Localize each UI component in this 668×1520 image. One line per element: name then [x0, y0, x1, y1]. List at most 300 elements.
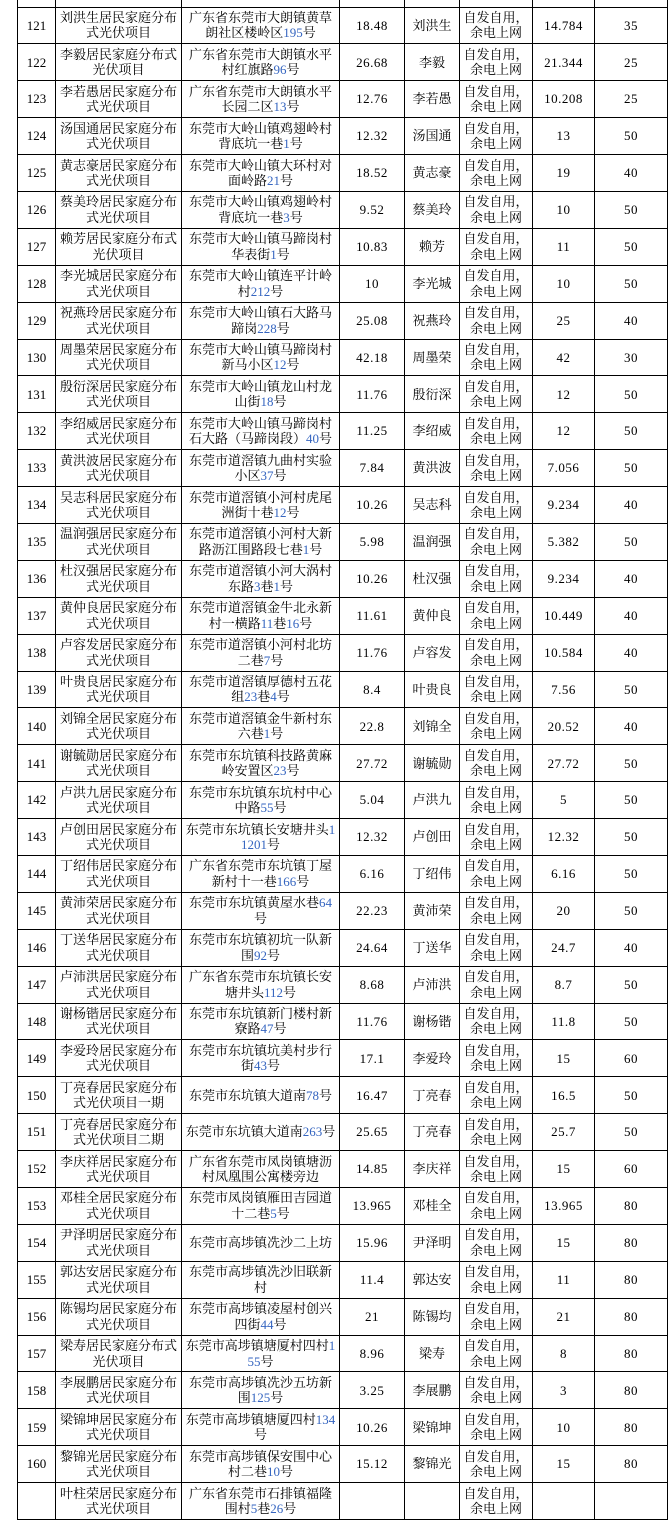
cell-owner-name [405, 81, 460, 118]
mode-line-1: 自发自用， [463, 157, 529, 173]
mode-line-1: 自发自用， [463, 1116, 529, 1132]
cell-owner-name [405, 819, 460, 856]
cell-project-name [56, 1224, 182, 1261]
mode-line-1: 自发自用， [463, 932, 529, 948]
cell-grid-value [533, 1372, 595, 1409]
cell-owner-name [405, 376, 460, 413]
cell-capacity [340, 1224, 405, 1261]
cell-row-number [18, 560, 56, 597]
cell-capacity-text: 15.12 [356, 1456, 388, 1472]
cell-subsidy-value [595, 782, 668, 819]
cell-project-name-text: 黄洪波居民家庭分布式光伏项目 [59, 452, 177, 484]
address-text: 东莞市道滘镇金牛北永新村一横路11巷16号 [188, 600, 332, 631]
cell-grid-value [533, 228, 595, 265]
cell-project-name-text: 殷衍深居民家庭分布式光伏项目 [59, 378, 177, 410]
address-number: 11201 [240, 821, 336, 853]
mode-line-1: 自发自用， [463, 1301, 529, 1317]
address-text: 东莞市凤岗镇雁田吉园道十二巷5号 [188, 1190, 332, 1221]
cell-address [182, 155, 340, 192]
cell-subsidy-value [595, 1372, 668, 1409]
cell-grid-value-text: 21.344 [544, 54, 583, 70]
address-text: 东莞市高埗镇冼沙旧联新村 [188, 1264, 332, 1295]
cell-grid-value [533, 597, 595, 634]
cell-capacity [340, 118, 405, 155]
cell-owner-name [405, 1446, 460, 1483]
cell-capacity [340, 191, 405, 228]
mode-line-1: 自发自用， [463, 9, 529, 25]
table-row [18, 155, 668, 192]
cell-project-name-text: 赖芳居民家庭分布式光伏项目 [59, 231, 177, 262]
cell-address [182, 523, 340, 560]
address-text: 广东省东莞市东坑镇丁屋新村十一巷166号 [188, 858, 332, 889]
mode-line-2: 余电上网 [469, 873, 522, 889]
cell-subsidy-value-text: 25 [624, 91, 638, 107]
cell-grid-value-text: 10 [556, 202, 571, 218]
cell-grid-value-text: 9.234 [547, 571, 580, 587]
cell-project-name [56, 118, 182, 155]
table-row [18, 523, 668, 560]
cell-project-name [56, 1261, 182, 1298]
table-row [18, 228, 668, 265]
cell-owner-name [405, 1040, 460, 1077]
mode-line-2: 余电上网 [469, 1205, 522, 1221]
table-row [18, 634, 668, 671]
address-text: 东莞市东坑镇大道南263号 [185, 1124, 336, 1140]
cell-subsidy-value-text: 80 [624, 1456, 638, 1472]
cell-project-name-text: 尹泽明居民家庭分布式光伏项目 [59, 1227, 177, 1258]
cell-grid-value [533, 1298, 595, 1335]
table-row [18, 671, 668, 708]
cell-consumption-mode [460, 855, 533, 892]
cell-project-name-text: 李毅居民家庭分布式光伏项目 [59, 46, 177, 78]
cell-row-number-text: 125 [26, 165, 47, 181]
cell-row-number [18, 966, 56, 1003]
cell-project-name [56, 1077, 182, 1114]
cell-capacity-text: 26.68 [356, 54, 388, 70]
cell-consumption-mode [460, 1261, 533, 1298]
cell-row-number [18, 929, 56, 966]
table-row [18, 302, 668, 339]
cell-project-name [56, 1372, 182, 1409]
address-number: 5 [250, 1501, 258, 1517]
address-text: 广东省东莞市东坑镇长安塘井头112号 [188, 969, 332, 1000]
cell-grid-value-text: 5 [560, 792, 567, 808]
cell-address [182, 339, 340, 376]
cell-row-number-text: 149 [26, 1050, 47, 1066]
cell-row-number [18, 265, 56, 302]
cell-subsidy-value-text: 80 [624, 1198, 638, 1214]
cell-row-number [18, 1224, 56, 1261]
cell-grid-value [533, 7, 595, 44]
cell-address [182, 745, 340, 782]
cell-consumption-mode [460, 81, 533, 118]
cell-subsidy-value [595, 1003, 668, 1040]
cell-capacity [340, 302, 405, 339]
cell-address [182, 302, 340, 339]
cell-grid-value [533, 708, 595, 745]
address-number: 1 [270, 246, 277, 262]
cell-project-name-text: 黄仲良居民家庭分布式光伏项目 [59, 600, 177, 631]
cell-address [182, 1409, 340, 1446]
cell-capacity [340, 634, 405, 671]
cell-project-name-text: 祝燕玲居民家庭分布式光伏项目 [59, 305, 177, 336]
mode-line-1: 自发自用， [463, 1338, 529, 1353]
address-text: 东莞市大岭山镇鸡翅岭村背底坑一巷3号 [188, 194, 332, 225]
cell-address [182, 634, 340, 671]
cell-grid-value-text: 13 [556, 128, 571, 144]
mode-line-1: 自发自用， [463, 1411, 529, 1427]
address-text: 东莞市道滘镇小河村虎尾洲街十巷12号 [188, 489, 332, 521]
mode-line-1: 自发自用， [463, 452, 529, 468]
table-row [18, 782, 668, 819]
address-number: 7 [263, 652, 271, 668]
mode-line-2: 余电上网 [469, 541, 522, 557]
cell-subsidy-value-text: 35 [624, 17, 638, 33]
mode-line-1: 自发自用， [463, 194, 529, 210]
cell-grid-value [533, 155, 595, 192]
cell-project-name [56, 892, 182, 929]
cell-project-name-text: 李光城居民家庭分布式光伏项目 [59, 268, 177, 299]
address-text: 广东省东莞市凤岗镇塘沥村凤凰围公寓楼旁边 [188, 1153, 332, 1185]
cell-row-number [18, 597, 56, 634]
mode-line-1: 自发自用， [463, 415, 529, 431]
address-text: 东莞市道滘镇金牛新村东六巷1号 [188, 710, 332, 742]
cell-capacity-text: 14.85 [356, 1161, 388, 1177]
mode-line-1: 自发自用， [463, 1448, 529, 1464]
cell-owner-name [405, 523, 460, 560]
mode-line-2: 余电上网 [469, 1279, 522, 1295]
cell-grid-value [533, 1224, 595, 1261]
cell-row-number-text: 139 [26, 681, 47, 697]
table-row [18, 892, 668, 929]
cell-subsidy-value-text: 40 [624, 165, 638, 181]
cell-owner-name [405, 929, 460, 966]
cell-project-name [56, 523, 182, 560]
cell-subsidy-value [595, 1224, 668, 1261]
cell-capacity-text: 10 [365, 275, 379, 291]
cell-grid-value-text: 14.784 [544, 17, 583, 33]
cell-subsidy-value [595, 265, 668, 302]
cell-consumption-mode [460, 118, 533, 155]
cell-row-number-text: 157 [26, 1345, 47, 1361]
address-text: 东莞市大岭山镇马蹄岗村石大路（马蹄岗段）40号 [188, 415, 333, 447]
cell-owner-name-text: 邓桂全 [412, 1198, 452, 1214]
cell-owner-name [405, 1114, 460, 1151]
cell-consumption-mode [460, 450, 533, 487]
cell-empty [405, 0, 460, 7]
cell-consumption-mode [460, 1446, 533, 1483]
cell-address [182, 1003, 340, 1040]
cell-subsidy-value [595, 1114, 668, 1151]
table-body [18, 0, 668, 1520]
cell-row-number [18, 892, 56, 929]
mode-line-1: 自发自用， [463, 858, 529, 874]
cell-capacity-text: 10.26 [356, 497, 388, 513]
cell-consumption-mode [460, 1298, 533, 1335]
mode-line-2: 余电上网 [469, 173, 522, 188]
table-row [18, 1446, 668, 1483]
cell-capacity [340, 892, 405, 929]
cell-row-number-text: 124 [26, 128, 47, 144]
cell-capacity [340, 1040, 405, 1077]
address-number: 166 [276, 873, 297, 889]
cell-address [182, 450, 340, 487]
cell-row-number-text: 121 [26, 17, 47, 33]
cell-owner-name [405, 339, 460, 376]
cell-consumption-mode [460, 1040, 533, 1077]
mode-line-2: 余电上网 [469, 62, 522, 78]
cell-row-number [18, 7, 56, 44]
cell-capacity-text: 25.08 [356, 312, 388, 328]
cell-row-number-text: 159 [26, 1419, 47, 1435]
mode-line-2: 余电上网 [469, 763, 522, 779]
cell-owner-name [405, 1372, 460, 1409]
address-text: 东莞市高埗镇冼沙五坊新围125号 [188, 1374, 332, 1406]
cell-row-number [18, 487, 56, 524]
cell-project-name-text: 卢容发居民家庭分布式光伏项目 [59, 637, 177, 668]
table-row [18, 855, 668, 892]
table-row [18, 745, 668, 782]
cell-owner-name-text: 卢洪九 [412, 792, 452, 808]
table-row [18, 1188, 668, 1225]
cell-address [182, 1188, 340, 1225]
cell-project-name [56, 302, 182, 339]
cell-subsidy-value [595, 597, 668, 634]
cell-address [182, 1114, 340, 1151]
cell-address [182, 1372, 340, 1409]
cell-grid-value-text: 19 [556, 165, 571, 181]
cell-subsidy-value [595, 155, 668, 192]
cell-project-name [56, 155, 182, 192]
cell-capacity [340, 1151, 405, 1188]
cell-row-number-text: 151 [26, 1124, 47, 1140]
cell-project-name-text: 陈锡均居民家庭分布式光伏项目 [59, 1301, 177, 1332]
cell-project-name-text: 吴志科居民家庭分布式光伏项目 [59, 489, 177, 521]
cell-grid-value [533, 745, 595, 782]
cell-subsidy-value-text: 80 [624, 1235, 638, 1251]
cell-row-number [18, 855, 56, 892]
cell-subsidy-value-text: 80 [624, 1382, 638, 1398]
cell-grid-value-text: 11.8 [551, 1013, 576, 1029]
table-row [18, 44, 668, 81]
cell-owner-name [405, 560, 460, 597]
cell-row-number [18, 1446, 56, 1483]
cell-capacity-text: 12.76 [356, 91, 388, 107]
cell-subsidy-value [595, 634, 668, 671]
cell-consumption-mode [460, 302, 533, 339]
address-number: 4 [270, 689, 277, 705]
cell-subsidy-value-text: 50 [624, 755, 638, 771]
cell-owner-name [405, 7, 460, 44]
address-text: 东莞市高埗镇凌屋村创兴四街44号 [188, 1301, 332, 1332]
table-row [18, 1040, 668, 1077]
mode-line-2: 余电上网 [469, 1058, 522, 1074]
cell-subsidy-value-text: 80 [624, 1271, 638, 1287]
cell-subsidy-value [595, 450, 668, 487]
cell-row-number [18, 819, 56, 856]
cell-owner-name-text: 李爱玲 [412, 1050, 452, 1066]
cell-row-number [18, 1114, 56, 1151]
cell-consumption-mode [460, 892, 533, 929]
cell-grid-value-text: 10 [556, 275, 571, 291]
cell-subsidy-value-text: 40 [624, 312, 638, 328]
mode-line-2: 余电上网 [469, 1132, 522, 1148]
cell-owner-name [405, 1261, 460, 1298]
cell-grid-value-text: 10.584 [544, 644, 583, 660]
cell-subsidy-value [595, 339, 668, 376]
mode-line-1: 自发自用， [463, 895, 529, 911]
address-number: 5 [270, 1205, 277, 1221]
cell-consumption-mode [460, 745, 533, 782]
address-number: 11 [260, 615, 274, 631]
address-text: 东莞市高埗镇塘厦村四村155号 [185, 1338, 336, 1369]
cell-row-number [18, 1298, 56, 1335]
cell-capacity [340, 1335, 405, 1372]
cell-row-number-text: 133 [26, 460, 47, 476]
cell-grid-value-text: 10.449 [544, 607, 583, 623]
cell-grid-value [533, 560, 595, 597]
address-text: 东莞市道滘镇小河村北坊二巷7号 [188, 637, 332, 668]
cell-subsidy-value [595, 1077, 668, 1114]
cell-grid-value [533, 1446, 595, 1483]
cell-row-number-text: 150 [26, 1087, 47, 1103]
cell-project-name [56, 1446, 182, 1483]
cell-project-name-text: 温润强居民家庭分布式光伏项目 [59, 526, 177, 557]
address-number: 44 [260, 1316, 274, 1332]
mode-line-1: 自发自用， [463, 83, 529, 99]
address-number: 1 [263, 726, 271, 742]
cell-address [182, 118, 340, 155]
cell-project-name-text: 李爱玲居民家庭分布式光伏项目 [59, 1042, 177, 1074]
cell-project-name [56, 1003, 182, 1040]
cell-owner-name-text: 吴志科 [412, 497, 452, 513]
address-text: 广东省东莞市石排镇福隆围村5巷26号 [188, 1485, 332, 1517]
cell-address [182, 892, 340, 929]
cell-project-name-text: 叶贵良居民家庭分布式光伏项目 [59, 673, 177, 705]
cell-row-number-text: 132 [26, 423, 47, 439]
cell-address [182, 782, 340, 819]
cell-row-number-text: 142 [26, 792, 47, 808]
cell-grid-value [533, 855, 595, 892]
cell-grid-value-text: 10 [556, 1419, 571, 1435]
cell-project-name [56, 376, 182, 413]
cell-grid-value-text: 8.7 [554, 976, 573, 992]
cell-subsidy-value-text: 50 [624, 386, 638, 402]
table-row [18, 1261, 668, 1298]
cell-empty [595, 0, 668, 7]
cell-capacity [340, 1372, 405, 1409]
mode-line-2: 余电上网 [469, 652, 522, 668]
cell-subsidy-value [595, 1040, 668, 1077]
cell-project-name [56, 708, 182, 745]
mode-line-2: 余电上网 [469, 947, 522, 963]
cell-subsidy-value-text: 50 [624, 866, 638, 882]
cell-owner-name [405, 413, 460, 450]
cell-row-number-text: 147 [26, 976, 47, 992]
mode-line-1: 自发自用， [463, 268, 529, 284]
cell-owner-name-text: 李毅 [418, 54, 445, 70]
address-number: 1 [283, 136, 290, 152]
cell-subsidy-value-text: 50 [624, 1124, 638, 1140]
cell-project-name [56, 745, 182, 782]
cell-subsidy-value-text: 80 [624, 1345, 638, 1361]
cell-empty [533, 0, 595, 7]
cell-capacity-text: 16.47 [356, 1087, 388, 1103]
cell-grid-value [533, 1003, 595, 1040]
address-number: 43 [254, 1058, 267, 1074]
cell-consumption-mode [460, 523, 533, 560]
cell-capacity [340, 929, 405, 966]
cell-consumption-mode [460, 44, 533, 81]
cell-consumption-mode [460, 782, 533, 819]
cell-project-name [56, 1335, 182, 1372]
cell-owner-name-text: 郭达安 [412, 1271, 452, 1287]
cell-grid-value [533, 929, 595, 966]
cell-capacity [340, 1483, 405, 1520]
cell-subsidy-value-text: 60 [624, 1161, 638, 1177]
cell-owner-name-text: 黄沛荣 [412, 903, 452, 919]
cell-capacity [340, 1114, 405, 1151]
address-text: 东莞市大岭山镇龙山村龙山街18号 [188, 378, 332, 410]
cell-subsidy-value-text: 50 [624, 202, 638, 218]
cell-row-number [18, 1151, 56, 1188]
cell-project-name [56, 671, 182, 708]
cell-consumption-mode [460, 1483, 533, 1520]
cell-owner-name [405, 782, 460, 819]
cell-owner-name-text: 谢杨锴 [412, 1013, 452, 1029]
address-text: 东莞市东坑镇初坑一队新围92号 [188, 932, 332, 963]
cell-grid-value [533, 450, 595, 487]
cell-row-number-text: 143 [26, 829, 47, 845]
cell-owner-name [405, 1298, 460, 1335]
cell-row-number [18, 339, 56, 376]
cell-owner-name-text: 卢沛洪 [412, 976, 452, 992]
cell-row-number [18, 634, 56, 671]
cell-capacity-text: 10.26 [356, 1419, 388, 1435]
cell-row-number-text: 153 [26, 1198, 47, 1214]
mode-line-1: 自发自用， [463, 1153, 529, 1169]
cell-grid-value-text: 7.056 [547, 460, 580, 476]
address-text: 东莞市东坑镇长安塘井头11201号 [185, 821, 336, 853]
cell-project-name [56, 44, 182, 81]
address-text: 东莞市大岭山镇连平计岭村212号 [188, 268, 332, 299]
mode-line-2: 余电上网 [469, 99, 522, 115]
cell-subsidy-value-text: 40 [624, 718, 638, 734]
cell-consumption-mode [460, 413, 533, 450]
cell-capacity-text: 7.84 [359, 460, 385, 476]
cell-row-number [18, 745, 56, 782]
cell-address [182, 7, 340, 44]
cell-subsidy-value-text: 60 [624, 1050, 638, 1066]
cell-project-name-text: 丁亮春居民家庭分布式光伏项目一期 [59, 1079, 177, 1111]
address-number: 26 [270, 1501, 284, 1517]
table-row [18, 81, 668, 118]
cell-project-name [56, 81, 182, 118]
mode-line-2: 余电上网 [469, 1242, 522, 1258]
mode-line-1: 自发自用， [463, 673, 529, 689]
cell-project-name [56, 1483, 182, 1520]
cell-address [182, 376, 340, 413]
cell-owner-name [405, 1335, 460, 1372]
cell-capacity-text: 22.8 [359, 718, 385, 734]
address-number: 12 [273, 357, 287, 373]
cell-row-number [18, 1483, 56, 1520]
cell-grid-value-text: 12 [556, 423, 571, 439]
cell-owner-name-text: 梁锦坤 [412, 1419, 452, 1435]
cell-consumption-mode [460, 1114, 533, 1151]
cell-project-name [56, 560, 182, 597]
cell-project-name-text: 梁寿居民家庭分布式光伏项目 [59, 1338, 177, 1369]
